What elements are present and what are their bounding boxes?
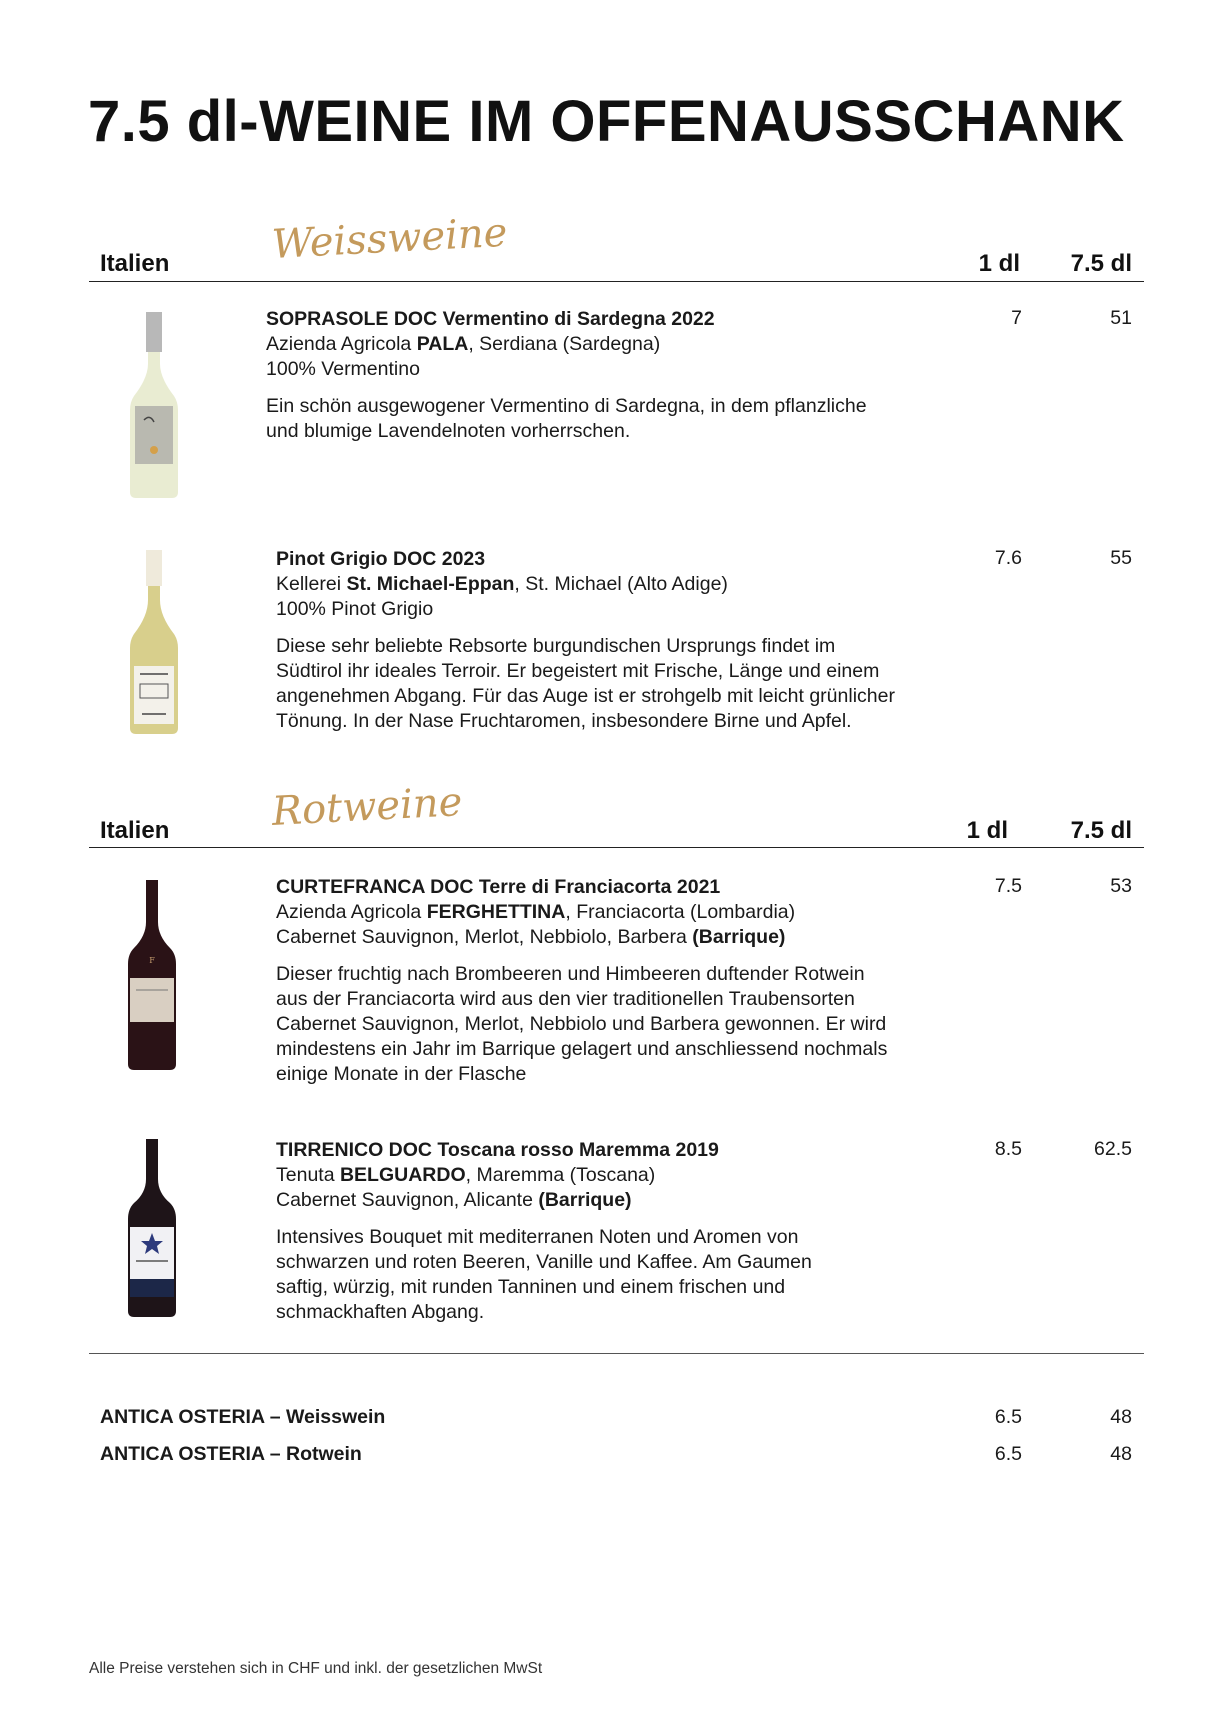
wine-entry	[276, 547, 896, 734]
wine-description: Diese sehr beliebte Rebsorte burgundischen Ursprungs findet im Südtirol ihr ideales Terroir. Er begeistert mit Frische, Länge und einem angenehmen Abgang. Für das Auge ist er strohgelb mit leicht grünlicher Tönung. In der Nase Fruchtaromen, insbesondere Birne und Apfel.	[276, 635, 895, 732]
section-category-heading: Rotweine	[270, 779, 464, 835]
wine-grapes: Cabernet Sauvignon, Alicante (Barrique)	[276, 1189, 632, 1211]
svg-text:F: F	[149, 956, 155, 965]
price-75dl: 51	[1110, 307, 1132, 329]
wine-name: TIRRENICO DOC Toscana rosso Maremma 2019	[276, 1139, 719, 1161]
column-header-75dl: 7.5 dl	[1070, 817, 1132, 844]
wine-bottle-image	[124, 878, 180, 1072]
column-header-75dl: 7.5 dl	[1070, 250, 1132, 277]
house-wine-name: ANTICA OSTERIA – Rotwein	[100, 1443, 362, 1465]
wine-entry	[266, 307, 886, 444]
wine-grapes: Cabernet Sauvignon, Merlot, Nebbiolo, Barbera (Barrique)	[276, 926, 786, 948]
section-divider	[89, 847, 1144, 848]
wine-producer: Azienda Agricola PALA, Serdiana (Sardegna)	[266, 333, 661, 355]
price-1dl: 7	[1011, 307, 1022, 329]
price-1dl: 6.5	[994, 1406, 1022, 1428]
column-header-1dl: 1 dl	[978, 250, 1020, 277]
price-75dl: 53	[1110, 875, 1132, 897]
wine-bottle-image	[124, 1137, 180, 1319]
section-country-label: Italien	[100, 817, 170, 844]
section-divider	[89, 281, 1144, 282]
price-1dl: 6.5	[994, 1443, 1022, 1465]
wine-bottle-image	[126, 548, 182, 738]
price-1dl: 8.5	[994, 1138, 1022, 1160]
wine-producer: Tenuta BELGUARDO, Maremma (Toscana)	[276, 1164, 656, 1186]
price-75dl: 55	[1110, 547, 1132, 569]
wine-name: SOPRASOLE DOC Vermentino di Sardegna 2022	[266, 308, 715, 330]
wine-bottle-image	[126, 310, 182, 502]
wine-name: CURTEFRANCA DOC Terre di Franciacorta 2021	[276, 876, 721, 898]
wine-producer: Azienda Agricola FERGHETTINA, Franciacorta (Lombardia)	[276, 901, 796, 923]
section-category-heading: Weissweine	[270, 209, 509, 268]
house-wine-name: ANTICA OSTERIA – Weisswein	[100, 1406, 386, 1428]
price-75dl: 48	[1110, 1443, 1132, 1465]
wine-description: Dieser fruchtig nach Brombeeren und Himbeeren duftender Rotwein aus der Franciacorta wird aus den vier traditionellen Traubensorten Cabernet Sauvignon, Merlot, Nebbiolo und Barbera gewonnen. Er wird mindestens ein Jahr im Barrique gelagert und anschliessend nochmals einige Monate in der Flasche	[276, 963, 888, 1085]
wine-entry	[276, 1138, 896, 1325]
wine-grapes: 100% Pinot Grigio	[276, 598, 434, 620]
section-divider	[89, 1353, 1144, 1354]
wine-entry	[276, 875, 896, 1087]
price-75dl: 62.5	[1094, 1138, 1132, 1160]
wine-description: Intensives Bouquet mit mediterranen Noten und Aromen von schwarzen und roten Beeren, Vanille und Kaffee. Am Gaumen saftig, würzig, mit runden Tanninen und einem frischen und schmackhaften Abgang.	[276, 1226, 812, 1323]
footer-note: Alle Preise verstehen sich in CHF und inkl. der gesetzlichen MwSt	[89, 1660, 543, 1677]
section-country-label: Italien	[100, 250, 170, 277]
wine-name: Pinot Grigio DOC 2023	[276, 548, 486, 570]
page-title: 7.5 dl-WEINE IM OFFENAUSSCHANK	[88, 89, 1125, 154]
price-1dl: 7.6	[994, 547, 1022, 569]
wine-description: Ein schön ausgewogener Vermentino di Sardegna, in dem pflanzliche und blumige Lavendelnoten vorherrschen.	[266, 395, 867, 442]
wine-producer: Kellerei St. Michael-Eppan, St. Michael (Alto Adige)	[276, 573, 728, 595]
price-1dl: 7.5	[994, 875, 1022, 897]
wine-grapes: 100% Vermentino	[266, 358, 420, 380]
price-75dl: 48	[1110, 1406, 1132, 1428]
column-header-1dl: 1 dl	[966, 817, 1008, 844]
